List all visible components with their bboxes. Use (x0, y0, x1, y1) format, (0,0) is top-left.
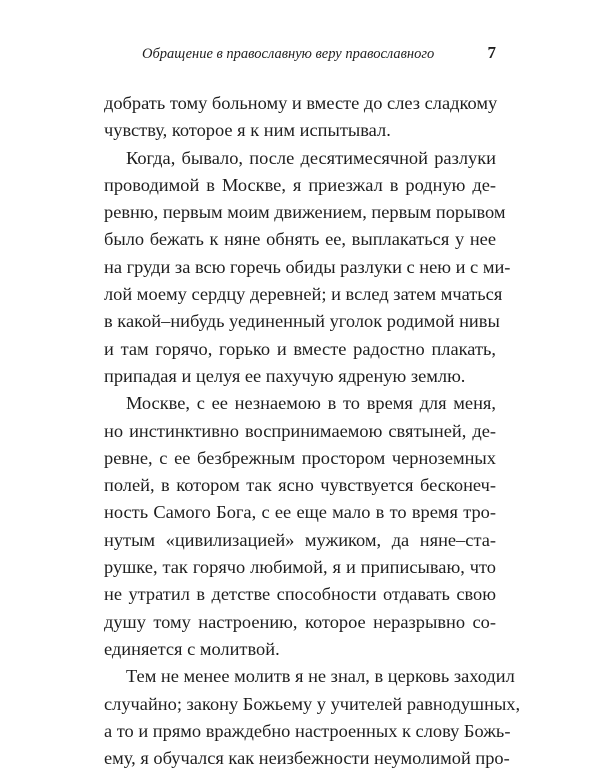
text-line: нутым «цивилизацией» мужиком, да няне–ста- (104, 529, 496, 550)
text-line: Когда, бывало, после десятимесячной разлуки (126, 147, 496, 168)
text-line: и там горячо, горько и вместе радостно плакать, (104, 338, 496, 359)
text-line: ность Самого Бога, с ее еще мало в то время тро- (104, 502, 496, 523)
text-line: на груди за всю горечь обиды разлуки с нею и с ми- (104, 256, 511, 277)
page-number: 7 (487, 43, 496, 62)
text-line: единяется с молитвой. (104, 638, 280, 659)
paragraph-1 (104, 90, 496, 145)
text-line: лой моему сердцу деревней; и вслед затем мчаться (104, 284, 503, 305)
text-line: ревне, с ее безбрежным простором черноземных (104, 447, 496, 468)
running-title: Обращение в православную веру православного (142, 46, 435, 62)
text-line: Москве, с ее незнаемою в то время для меня, (126, 393, 496, 414)
text-line: в какой–нибудь уединенный уголок родимой нивы (104, 311, 500, 332)
text-line: припадая и целуя ее пахучую ядреную землю. (104, 365, 466, 386)
text-line: ему, я обучался как неизбежности неумолимой про- (104, 748, 510, 769)
text-line: не утратил в детстве способности отдавать свою (104, 584, 496, 605)
text-line: но инстинктивно воспринимаемою святыней, де- (104, 420, 496, 441)
paragraph-4 (104, 663, 521, 772)
text-line: полей, в котором так ясно чувствуется бесконеч- (104, 475, 496, 496)
paragraph-2 (104, 145, 511, 391)
text-line: ревню, первым моим движением, первым порывом (104, 202, 506, 223)
text-line: рушке, так горячо любимой, я и приписываю, что (104, 557, 496, 578)
text-line: добрать тому больному и вместе до слез сладкому (104, 93, 498, 113)
text-line: чувству, которое я к ним испытывал. (104, 120, 391, 141)
text-line: душу тому настроению, которое неразрывно со- (104, 611, 496, 632)
text-line: а то и прямо враждебно настроенных к слову Божь- (104, 720, 511, 741)
text-line: было бежать к няне обнять ее, выплакаться у нее (104, 229, 496, 250)
running-head (104, 44, 496, 68)
text-line: Тем не менее молитв я не знал, в церковь заходил (126, 666, 515, 687)
text-line: случайно; закону Божьему у учителей равнодушных, (104, 693, 521, 714)
body-text (104, 90, 521, 772)
paragraph-3 (104, 390, 496, 663)
text-line: проводимой в Москве, я приезжал в родную де- (104, 174, 496, 195)
